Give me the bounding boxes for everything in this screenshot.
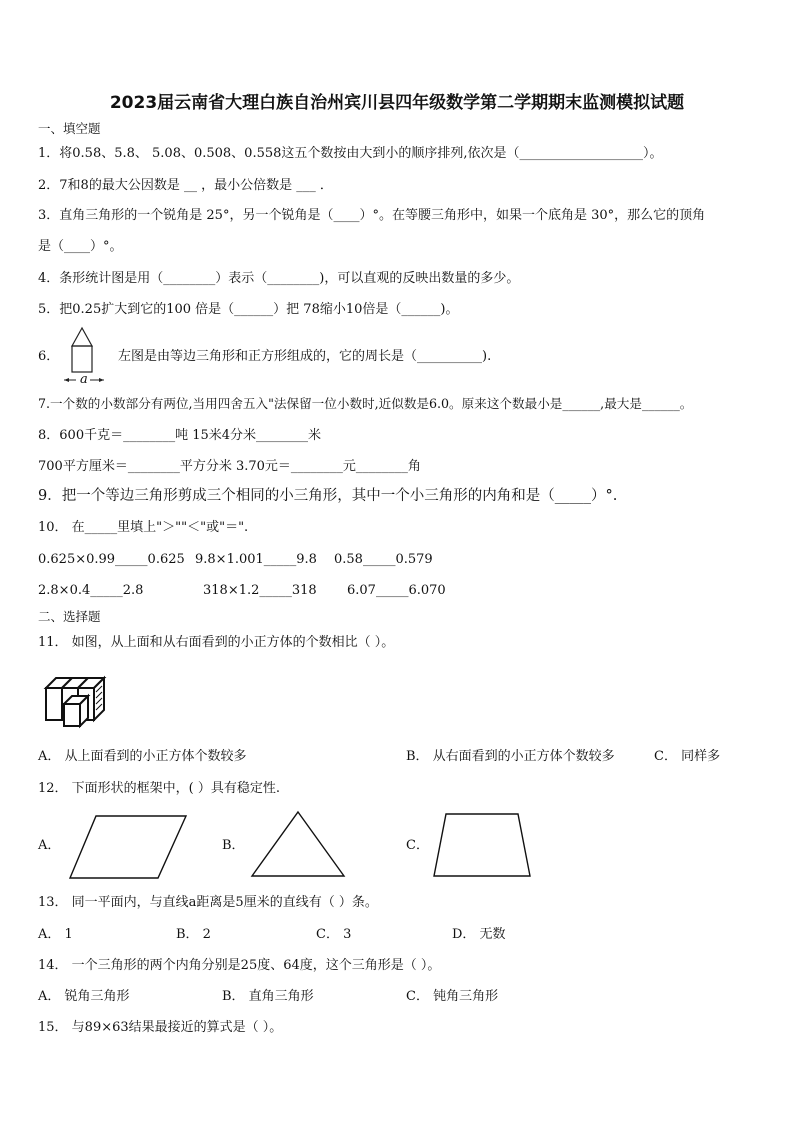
question-3-line-1: 3．直角三角形的一个锐角是 25°，另一个锐角是（____）°。在等腰三角形中，如果一个底角是 30°，那么它的顶角 bbox=[38, 208, 706, 223]
question-2: 2．7和8的最大公因数是 __ ，最小公倍数是 ___ ． bbox=[38, 178, 333, 193]
compare-item: 6.07_____6.070 bbox=[347, 583, 446, 598]
question-9: 9．把一个等边三角形剪成三个相同的小三角形，其中一个小三角形的内角和是（_____）°. bbox=[38, 488, 618, 504]
section-heading-fill-blank: 一、填空题 bbox=[38, 121, 101, 136]
question-4: 4．条形统计图是用（________）表示（________)，可以直观的反映出数量的多少。 bbox=[38, 271, 520, 286]
option-a[interactable]: A． bbox=[38, 838, 61, 853]
question-11: 11． 如图，从上面和从右面看到的小正方体的个数相比（ ）。 bbox=[38, 635, 395, 650]
question-6-text: 左图是由等边三角形和正方形组成的，它的周长是（__________). bbox=[118, 349, 492, 364]
option-b[interactable]: B． bbox=[222, 838, 245, 853]
question-15: 15． 与89×63结果最接近的算式是（ ）。 bbox=[38, 1020, 283, 1035]
option-b[interactable]: B． 直角三角形 bbox=[222, 989, 314, 1004]
house-shape-figure bbox=[60, 326, 118, 386]
parallelogram-figure bbox=[68, 814, 190, 880]
compare-item: 2.8×0.4_____2.8 bbox=[38, 583, 144, 598]
option-c[interactable]: C． 钝角三角形 bbox=[406, 989, 499, 1004]
option-c[interactable]: C． bbox=[406, 838, 429, 853]
cube-stack-figure bbox=[44, 670, 114, 728]
option-a[interactable]: A． 从上面看到的小正方体个数较多 bbox=[38, 749, 247, 764]
question-8-line-2: 700平方厘米＝________平方分米 3.70元＝________元________角 bbox=[38, 459, 421, 474]
option-c[interactable]: C． 同样多 bbox=[654, 749, 721, 764]
question-5: 5．把0.25扩大到它的100 倍是（______）把 78缩小10倍是（______)。 bbox=[38, 302, 459, 317]
triangle-figure bbox=[250, 810, 346, 880]
option-a[interactable]: A． 锐角三角形 bbox=[38, 989, 130, 1004]
option-b[interactable]: B． 从右面看到的小正方体个数较多 bbox=[406, 749, 615, 764]
question-3-line-2: 是（____）°。 bbox=[38, 239, 123, 254]
trapezoid-figure bbox=[432, 812, 534, 880]
question-1: 1．将0.58、5.8、 5.08、0.508、0.558这五个数按由大到小的顺序排列,依次是（___________________）。 bbox=[38, 146, 663, 161]
compare-item: 318×1.2_____318 bbox=[203, 583, 317, 598]
question-12: 12． 下面形状的框架中，( ）具有稳定性. bbox=[38, 781, 281, 796]
side-length-label: a bbox=[80, 372, 88, 387]
question-10: 10． 在_____里填上"＞""＜"或"＝". bbox=[38, 520, 249, 535]
compare-item: 9.8×1.001_____9.8 bbox=[195, 552, 317, 567]
option-a[interactable]: A． 1 bbox=[38, 927, 73, 942]
option-d[interactable]: D． 无数 bbox=[452, 927, 506, 942]
question-13: 13． 同一平面内，与直线a距离是5厘米的直线有（ ）条。 bbox=[38, 895, 378, 910]
question-7: 7.一个数的小数部分有两位,当用四舍五入"法保留一位小数时,近似数是6.0。原来这个数最小是______,最大是______。 bbox=[38, 396, 693, 411]
question-8-line-1: 8．600千克＝________吨 15米4分米________米 bbox=[38, 428, 322, 443]
compare-item: 0.58_____0.579 bbox=[334, 552, 433, 567]
compare-item: 0.625×0.99_____0.625 bbox=[38, 552, 185, 567]
question-14: 14． 一个三角形的两个内角分别是25度、64度，这个三角形是（ ）。 bbox=[38, 958, 441, 973]
option-c[interactable]: C． 3 bbox=[316, 927, 352, 942]
question-6-number: 6． bbox=[38, 349, 60, 364]
page-title: 2023届云南省大理白族自治州宾川县四年级数学第二学期期末监测模拟试题 bbox=[109, 93, 685, 113]
section-heading-multiple-choice: 二、选择题 bbox=[38, 609, 101, 624]
option-b[interactable]: B． 2 bbox=[176, 927, 211, 942]
